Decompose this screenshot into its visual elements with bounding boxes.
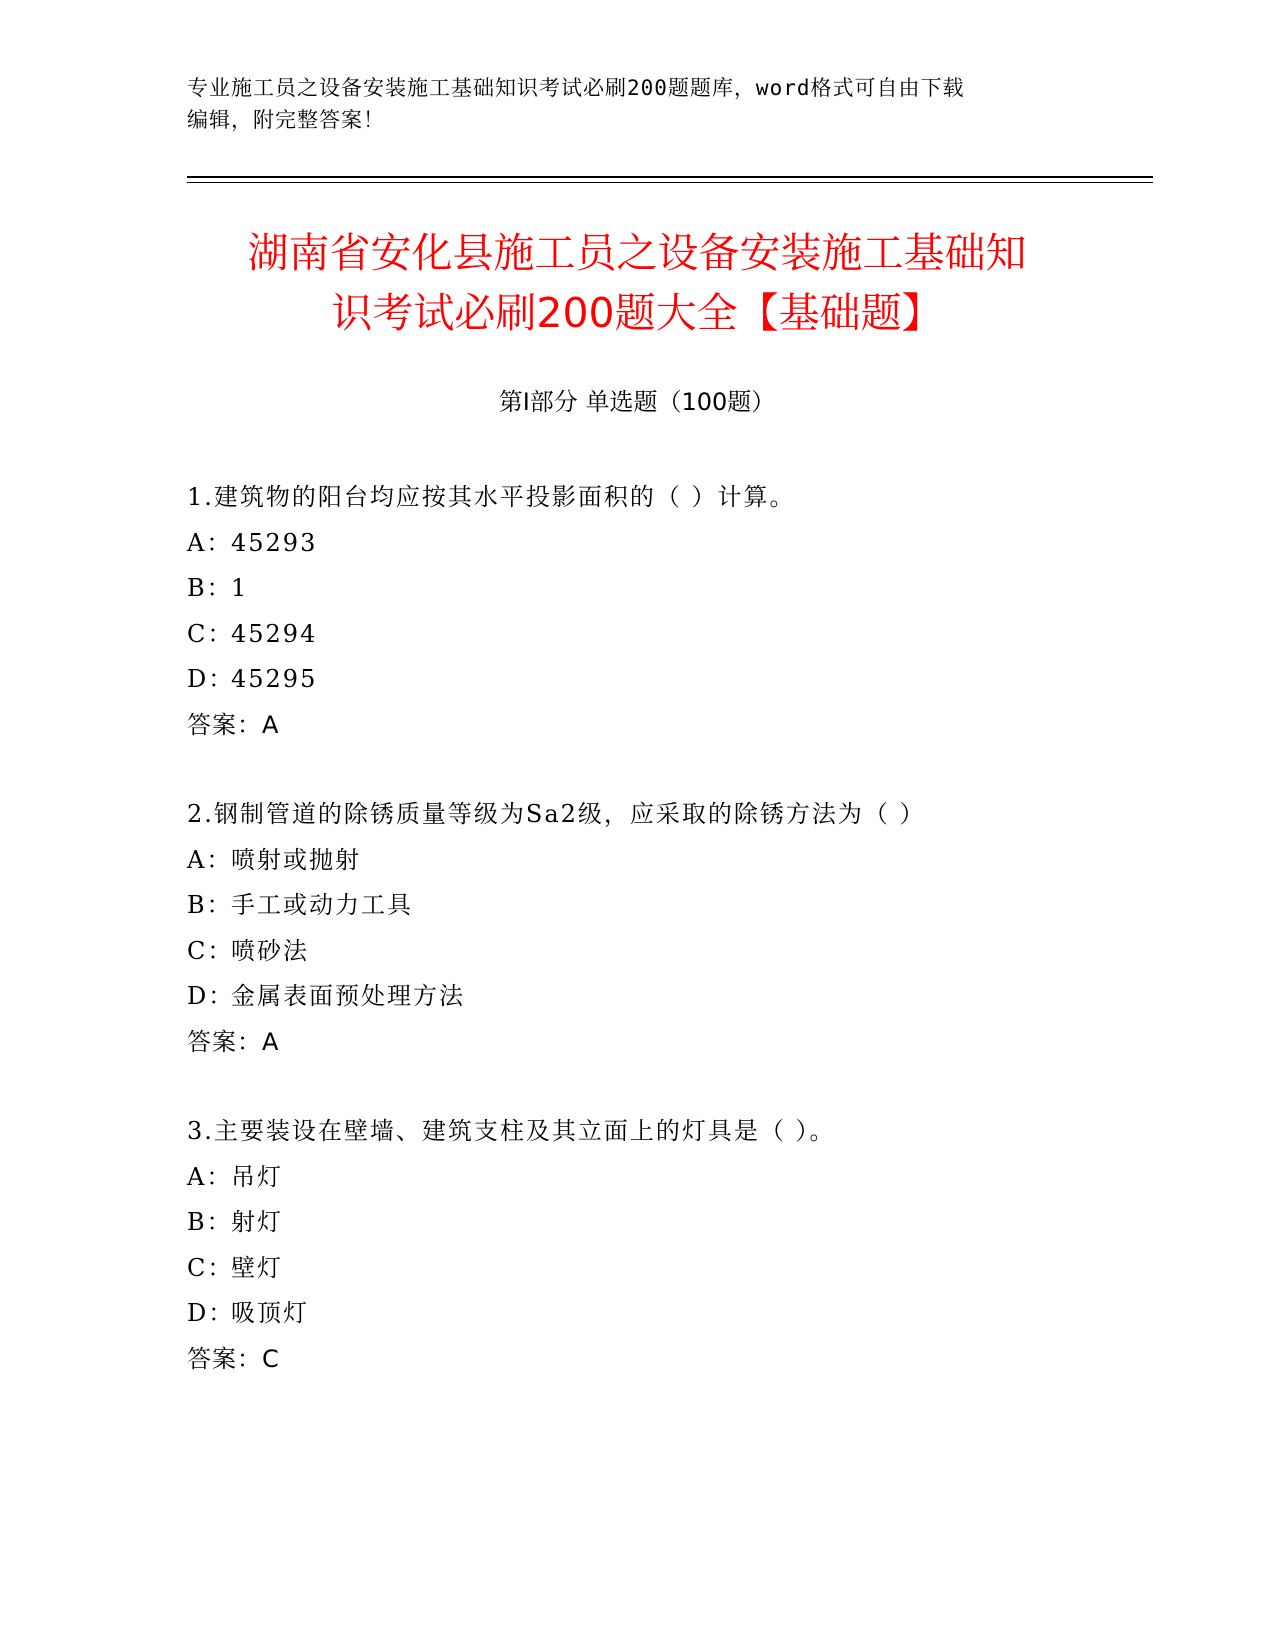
answer-line: 答案：A — [187, 1027, 280, 1056]
option-a — [187, 838, 1147, 884]
option-text: 喷射或抛射 — [231, 845, 361, 874]
option-d — [187, 657, 1147, 703]
option-text: 吸顶灯 — [231, 1299, 309, 1327]
document-title — [187, 223, 1087, 343]
option-b — [187, 883, 1147, 929]
document-title-line2: 识考试必刷200题大全【基础题】 — [331, 289, 943, 337]
section-heading: 第Ⅰ部分 单选题（100题） — [498, 388, 776, 416]
header-divider-thin — [187, 182, 1153, 183]
answer-line: 答案：A — [187, 710, 280, 739]
option-key: D： — [187, 665, 235, 693]
header-divider-thick — [187, 176, 1153, 178]
option-text: 吊灯 — [231, 1162, 283, 1191]
option-key: A： — [187, 528, 233, 557]
option-b — [187, 566, 1147, 612]
option-key: A： — [187, 1162, 233, 1191]
header-note — [187, 72, 1087, 136]
question-1 — [187, 475, 1147, 748]
option-key: D： — [187, 982, 235, 1010]
option-d — [187, 974, 1147, 1020]
question-2 — [187, 792, 1147, 1065]
question-stem: 2.钢制管道的除锈质量等级为Sa2级，应采取的除锈方法为（ ） — [187, 800, 926, 828]
document-title-line1: 湖南省安化县施工员之设备安装施工基础知 — [247, 229, 1027, 277]
option-key: C： — [187, 619, 234, 648]
option-a — [187, 1155, 1147, 1201]
option-text: 手工或动力工具 — [231, 891, 413, 919]
question-stem: 3.主要装设在壁墙、建筑支柱及其立面上的灯具是（ ）。 — [187, 1117, 836, 1145]
option-key: B： — [187, 891, 233, 919]
option-key: B： — [187, 1208, 233, 1236]
option-key: A： — [187, 845, 233, 874]
option-text: 45294 — [231, 619, 318, 648]
option-text: 45295 — [231, 665, 318, 693]
option-c — [187, 1246, 1147, 1292]
answer-line: 答案：C — [187, 1344, 280, 1373]
question-list — [187, 475, 1147, 1426]
header-note-line2: 编辑，附完整答案！ — [187, 108, 385, 132]
question-3 — [187, 1109, 1147, 1382]
option-key: B： — [187, 574, 233, 602]
question-stem: 1.建筑物的阳台均应按其水平投影面积的（ ）计算。 — [187, 483, 796, 511]
option-key: C： — [187, 936, 234, 965]
option-c — [187, 612, 1147, 658]
option-text: 喷砂法 — [231, 936, 309, 965]
option-c — [187, 929, 1147, 975]
header-note-line1: 专业施工员之设备安装施工基础知识考试必刷200题题库，word格式可自由下载 — [187, 76, 965, 100]
option-a — [187, 521, 1147, 567]
option-d — [187, 1291, 1147, 1337]
option-b — [187, 1200, 1147, 1246]
option-text: 1 — [231, 574, 249, 602]
option-text: 射灯 — [231, 1208, 283, 1236]
option-key: C： — [187, 1253, 234, 1282]
option-text: 壁灯 — [231, 1253, 283, 1282]
option-text: 45293 — [231, 528, 318, 557]
option-key: D： — [187, 1299, 235, 1327]
option-text: 金属表面预处理方法 — [231, 982, 465, 1010]
